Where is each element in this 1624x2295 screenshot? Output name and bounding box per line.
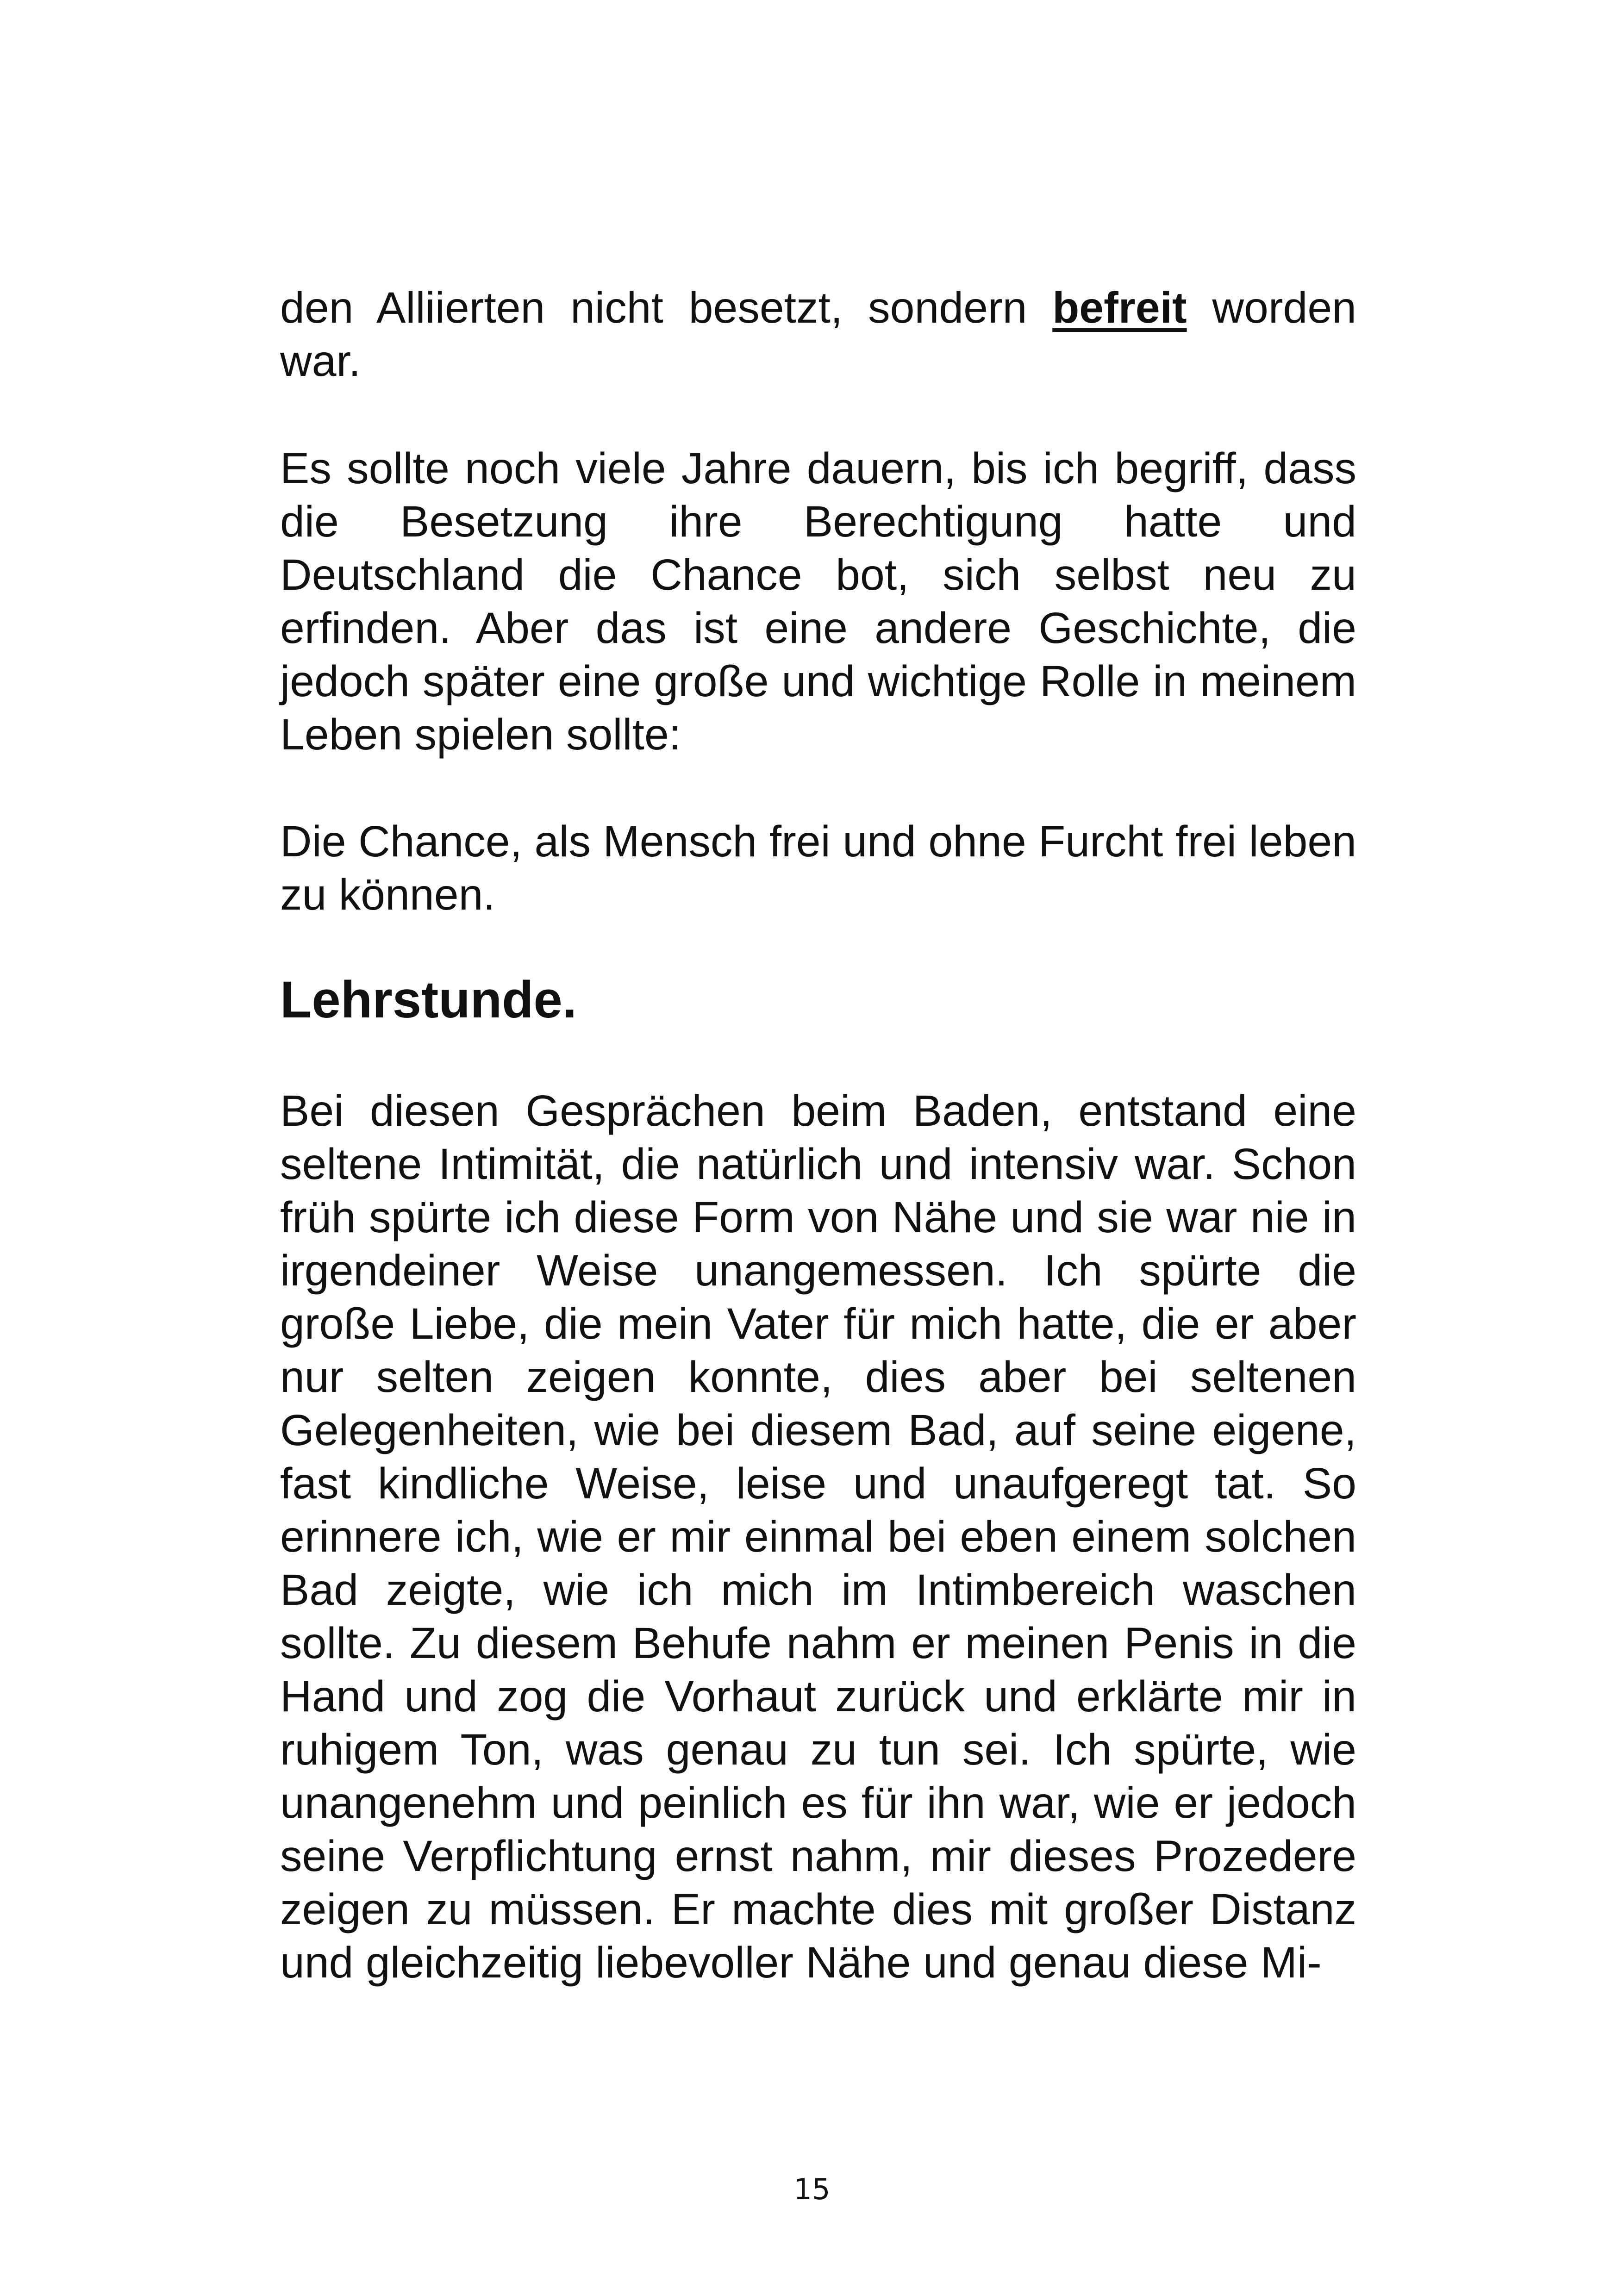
- paragraph-besetzung: Es sollte noch viele Jahre dauern, bis ich begriff, dass die Besetzung ihre Berechtigung hatte und Deutschland die Chance bot, sich selbst neu zu erfinden. Aber das ist eine andere Geschichte, die jedoch später eine große und wichtige Rolle in meinem Leben spielen sollte:: [280, 444, 1356, 759]
- section-heading: Lehrstunde.: [280, 971, 577, 1029]
- paragraph-chance: Die Chance, als Mensch frei und ohne Furcht frei leben zu können.: [280, 817, 1356, 919]
- page-number: 15: [793, 2172, 831, 2206]
- paragraph-text-before: den Alliierten nicht besetzt, sondern: [280, 283, 1027, 332]
- paragraph-continuation: [280, 281, 1356, 388]
- paragraph-lehrstunde: Bei diesen Gesprächen beim Baden, entstand eine seltene Intimität, die natürlich und intensiv war. Schon früh spürte ich diese Form von Nähe und sie war nie in irgendeiner Weise unangemessen. Ich spürte die große Liebe, die mein Vater für mich hatte, die er aber nur selten zeigen konnte, dies aber bei seltenen Gelegenheiten, wie bei diesem Bad, auf seine eigene, fast kindliche Weise, leise und unaufgeregt tat. So erinnere ich, wie er mir einmal bei eben einem solchen Bad zeigte, wie ich mich im Intimbereich waschen sollte. Zu diesem Behufe nahm er meinen Penis in die Hand und zog die Vorhaut zurück und erklärte mir in ruhigem Ton, was genau zu tun sei. Ich spürte, wie unangenehm und peinlich es für ihn war, wie er jedoch seine Verpflichtung ernst nahm, mir dieses Prozedere zeigen zu müssen. Er machte dies mit großer Distanz und gleichzeitig liebevoller Nähe und genau diese Mi-: [280, 1086, 1356, 1987]
- paragraph-text-after: worden war.: [280, 283, 1356, 386]
- emphasized-word: befreit: [1052, 283, 1187, 332]
